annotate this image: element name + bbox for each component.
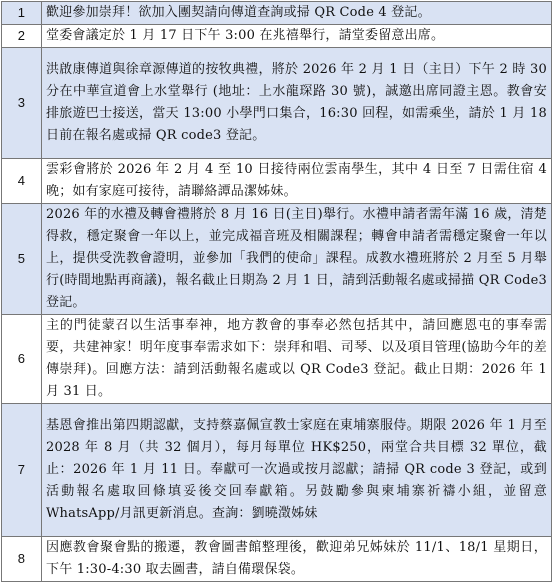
announcement-text: 洪啟康傳道與徐章源傳道的按牧典禮，將於 2026 年 2 月 1 日（主日）下午 2 時 30 分在中華宣道會上水堂舉行 (地址：上水龍琛路 30 號)，誠邀出席同證主恩。教會安排旅遊巴士接送，當天 13:00 小學門口集合，16:30 回程，如需乘坐，請於 1 月 18 日前在報名處或掃 QR code3 登記。 bbox=[42, 48, 552, 159]
item-number: 4 bbox=[2, 159, 42, 204]
announcement-row-6 bbox=[2, 315, 552, 404]
announcement-text: 雲彩會將於 2026 年 2 月 4 至 10 日接待兩位雲南學生，其中 4 日至 7 日需住宿 4 晚；如有家庭可接待，請聯絡譚品潔姊妹。 bbox=[42, 159, 552, 204]
item-number: 2 bbox=[2, 25, 42, 48]
announcement-row-4 bbox=[2, 159, 552, 204]
announcement-text: 堂委會議定於 1 月 17 日下午 3:00 在兆禧舉行，請堂委留意出席。 bbox=[42, 25, 552, 48]
item-number: 7 bbox=[2, 404, 42, 537]
announcement-row-5 bbox=[2, 204, 552, 315]
item-number: 3 bbox=[2, 48, 42, 159]
announcement-row-2 bbox=[2, 25, 552, 48]
announcement-text: 基恩會推出第四期認獻，支持蔡嘉佩宣教士家庭在東埔寨服侍。期限 2026 年 1 月至 2028 年 8 月（共 32 個月），每月每單位 HK$250，兩堂合共目標 32 單位，截止：2026 年 1 月 11 日。奉獻可一次過或按月認獻；請掃 QR code 3 登記，或到活動報名處取回條填妥後交回奉獻箱。另鼓勵參與柬埔寨祈禱小組，並留意 WhatsApp/月訊更新消息。查詢：劉曉澂姊妹 bbox=[42, 404, 552, 537]
item-number: 8 bbox=[2, 537, 42, 582]
item-number: 6 bbox=[2, 315, 42, 404]
announcement-text: 主的門徒蒙召以生活事奉神，地方教會的事奉必然包括其中，請回應恩屯的事奉需要，共建神家！明年度事奉需求如下：崇拜和唱、司琴、以及項目管理(協助今年的差傳崇拜)。回應方法：請到活動報名處或以 QR Code3 登記。截止日期：2026 年 1 月 31 日。 bbox=[42, 315, 552, 404]
announcement-text: 2026 年的水禮及轉會禮將於 8 月 16 日(主日)舉行。水禮申請者需年滿 16 歲，清楚得救，穩定聚會一年以上，並完成福音班及相關課程；轉會申請者需穩定聚會一年以上，提供受洗教會證明，並參加「我們的使命」課程。成教水禮班將於 2 月至 5 月舉行(時間地點再商議)，報名截止日期為 2 月 1 日，請到活動報名處或掃描 QR Code3 登記。 bbox=[42, 204, 552, 315]
announcement-text: 歡迎參加崇拜！欲加入團契請向傳道查詢或掃 QR Code 4 登記。 bbox=[42, 2, 552, 25]
announcement-text: 因應教會聚會點的搬遷，教會圖書館整理後，歡迎弟兄姊妹於 11/1、18/1 星期日，下午 1:30-4:30 取去圖書，請自備環保袋。 bbox=[42, 537, 552, 582]
announcement-row-3 bbox=[2, 48, 552, 159]
item-number: 5 bbox=[2, 204, 42, 315]
announcements-table bbox=[1, 1, 552, 582]
announcement-row-7 bbox=[2, 404, 552, 537]
item-number: 1 bbox=[2, 2, 42, 25]
announcement-row-1 bbox=[2, 2, 552, 25]
announcement-row-8 bbox=[2, 537, 552, 582]
